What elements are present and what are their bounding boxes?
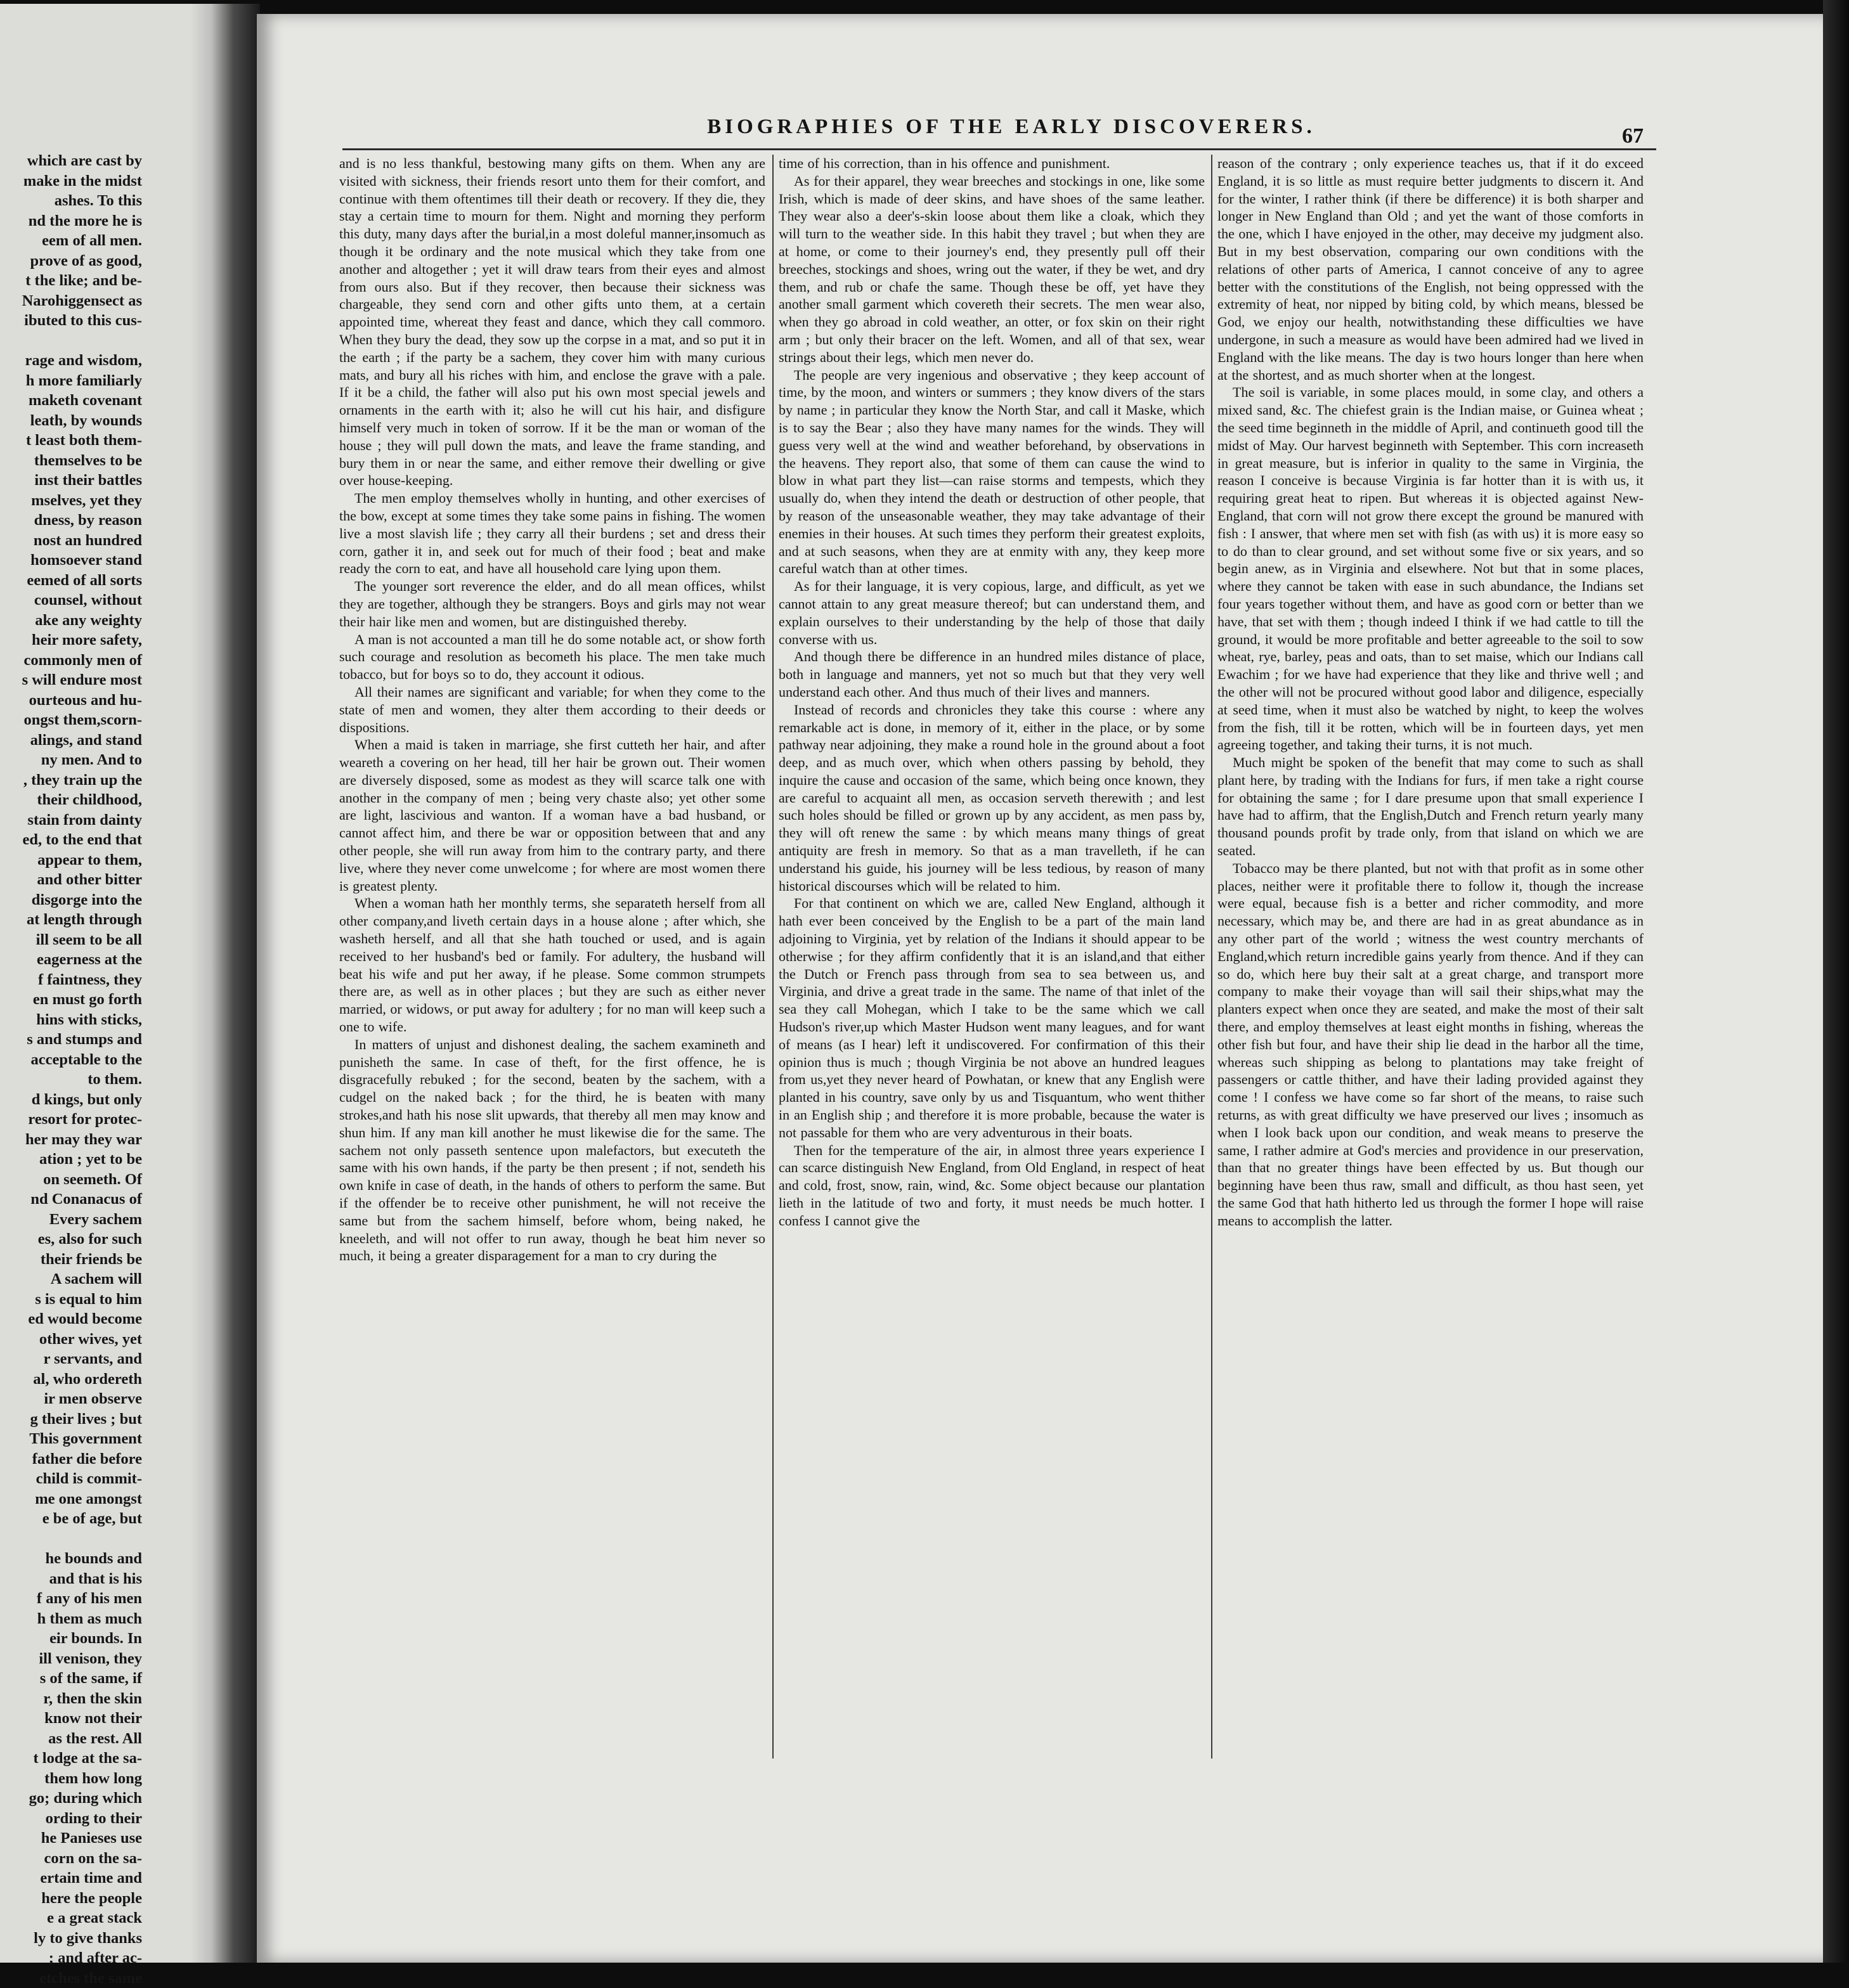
paragraph: And though there be difference in an hundred miles distance of place, both in language and manners, yet not so much but that they very well understand each other. And thus much of their lives and manners. — [779, 648, 1205, 700]
paragraph: The soil is variable, in some places mould, in some clay, and others a mixed sand, &c. The chiefest grain is the Indian maise, or Guinea wheat ; the seed time beginneth in the middle of April, and continueth good till the midst of May. Our harvest beginneth with September. This corn increaseth in great measure, but is inferior in quality to the same in Virginia, the reason I conceive is because Virginia is far hotter than it is with us, it requiring great heat to ripen. But whereas it is objected against New-England, that corn will not grow there except the ground be manured with fish : I answer, that where men set with fish (as with us) it is more easy so to do than to clear ground, and set without some five or six years, and so begin anew, as in Virginia and elsewhere. Not but that in some places, where they cannot be taken with ease in such abundance, the Indians set four years together without them, and have as good corn or better than we have, that set with them ; though indeed I think if we had cattle to till the ground, it would be more profitable and better agreeable to the soil to sow wheat, rye, barley, peas and oats, than to set maise, which our Indians call Ewachim ; for we have had experience that they like and thrive well ; and the other will not be procured without good labor and diligence, especially at seed time, when it must also be watched by night, to keep the wolves from the fish, till it be rotten, which will be in fourteen days, yet men agreeing together, and taking their turns, it is not much. — [1217, 384, 1644, 754]
paragraph: The younger sort reverence the elder, and do all mean offices, whilst they are together, although they be strangers. Boys and girls may not wear their hair like men and women, but are distinguished thereby. — [339, 578, 765, 630]
facing-page-line: dness, by reason — [4, 510, 142, 531]
facing-page-line: ill seem to be all — [4, 930, 142, 950]
facing-page-line: ; and after ac- — [4, 1948, 142, 1968]
facing-page-line — [4, 331, 142, 351]
facing-page-line: eem of all men. — [4, 231, 142, 251]
facing-page-line: al, who ordereth — [4, 1369, 142, 1390]
facing-page-line: s of the same, if — [4, 1668, 142, 1689]
facing-page-line: go; during which — [4, 1788, 142, 1809]
facing-page-line: themselves to be — [4, 451, 142, 471]
facing-page-line: nd the more he is — [4, 211, 142, 231]
paragraph: The men employ themselves wholly in hunting, and other exercises of the bow, except at some times they take some pains in fishing. The women live a most slavish life ; they carry all their burdens ; set and dress their corn, gather it in, and seek out for much of their food ; beat and make ready the corn to eat, and have all household care lying upon them. — [339, 489, 765, 578]
facing-page-line: me one amongst — [4, 1489, 142, 1509]
paragraph: Instead of records and chronicles they take this course : where any remarkable act is done, in memory of it, either in the place, or by some pathway near adjoining, they make a round hole in the ground about a foot deep, and as much over, which when others passing by behold, they inquire the cause and occasion of the same, which being once known, they are careful to acquaint all men, as occasion serveth therewith ; and lest such holes should be filled or grown up by any accident, as men pass by, they will oft renew the same : by which means many things of great antiquity are fresh in memory. So that as a man travelleth, if he can understand his guide, his journey will be less tedious, by reason of many historical discourses which will be related to him. — [779, 701, 1205, 895]
facing-page-line: eir bounds. In — [4, 1629, 142, 1649]
facing-page-line: them how long — [4, 1769, 142, 1789]
paragraph: For that continent on which we are, called New England, although it hath ever been conceived by the English to be a part of the main land adjoining to Virginia, yet by relation of the Indians it should appear to be otherwise ; for they affirm confidently that it is an island,and that either the Dutch or French pass through from sea to sea between us, and Virginia, and drive a great trade in the same. The name of that inlet of the sea they call Mohegan, which I take to be the same which we call Hudson's river,up which Master Hudson went many leagues, and for want of means (as I hear) left it undiscovered. For confirmation of this their opinion thus is much ; though Virginia be not above an hundred leagues from us,yet they never heard of Powhatan, or knew that any English were planted in his country, save only by us and Tisquantum, who went thither in an English ship ; and therefore it is more probable, because the water is not passable for them who are very adventurous in their boats. — [779, 894, 1205, 1141]
paragraph: time of his correction, than in his offence and punishment. — [779, 155, 1205, 172]
facing-page-line: homsoever stand — [4, 550, 142, 571]
running-head: BIOGRAPHIES OF THE EARLY DISCOVERERS. — [688, 115, 1335, 139]
book-gutter — [190, 4, 260, 1963]
facing-page-line: ording to their — [4, 1809, 142, 1829]
facing-page-line: t lodge at the sa- — [4, 1748, 142, 1769]
facing-page-line: f any of his men — [4, 1589, 142, 1609]
facing-page-line: s will endure most — [4, 670, 142, 690]
facing-page-line: ir men observe — [4, 1389, 142, 1409]
facing-page-line: alings, and stand — [4, 730, 142, 751]
paragraph: reason of the contrary ; only experience teaches us, that if it do exceed England, it is so little as must require better judgments to discern it. And for the winter, I rather think (if there be difference) it is both sharper and longer in New England than Old ; and yet the want of those comforts in the one, which I have enjoyed in the other, may deceive my judgment also. But in my best observation, comparing our own conditions with the relations of other parts of America, I cannot conceive of any to agree better with the constitutions of the English, not being oppressed with the extremity of heat, nor nipped by biting cold, by which means, blessed be God, we enjoy our health, notwithstanding these difficulties we have undergone, in such a measure as would have been admired had we lived in England with the like means. The day is two hours longer than here when at the shortest, and as much shorter when at the longest. — [1217, 155, 1644, 384]
facing-page-line: ny men. And to — [4, 750, 142, 770]
facing-page-line: their childhood, — [4, 790, 142, 810]
facing-page-line: h them as much — [4, 1609, 142, 1629]
facing-page-line: father die before — [4, 1449, 142, 1469]
facing-page-line: corn on the sa- — [4, 1849, 142, 1869]
facing-page-line: appear to them, — [4, 850, 142, 870]
paragraph: Much might be spoken of the benefit that may come to such as shall plant here, by trading with the Indians for furs, if men take a right course for obtaining the same ; for I dare presume upon that small experience I have had to affirm, that the English,Dutch and French return yearly many thousand pounds profit by trade only, from that island on which we are seated. — [1217, 754, 1644, 860]
facing-page-column — [4, 151, 142, 1988]
text-column-1 — [339, 155, 765, 1265]
facing-page-line: resort for protec- — [4, 1109, 142, 1130]
facing-page-line: ongst them,scorn- — [4, 710, 142, 730]
paragraph: When a maid is taken in marriage, she first cutteth her hair, and after weareth a covering on her head, till her hair be grown out. Their women are diversely disposed, some as modest as they will scarce talk one with another in the company of men ; being very chaste also; yet other some are light, lascivious and wanton. If a woman have a bad husband, or cannot affect him, and there be war or opposition between that and any other people, she will run away from him to the contrary party, and there live, where they never come unwelcome ; for where are most women there is greatest plenty. — [339, 736, 765, 894]
facing-page-line: and other bitter — [4, 870, 142, 890]
facing-page-line: h more familiarly — [4, 371, 142, 391]
facing-page-line: e be of age, but — [4, 1509, 142, 1529]
facing-page-line: and that is his — [4, 1569, 142, 1589]
facing-page-line: hins with sticks, — [4, 1010, 142, 1030]
facing-page-line: ed would become — [4, 1309, 142, 1329]
facing-page-line: nd Conanacus of — [4, 1189, 142, 1210]
text-column-3 — [1217, 155, 1644, 1230]
facing-page-line: here the people — [4, 1888, 142, 1909]
facing-page-line: leath, by wounds — [4, 411, 142, 431]
facing-page-line: disgorge into the — [4, 890, 142, 910]
facing-page-line: inst their battles — [4, 470, 142, 491]
facing-page-line: t the like; and be- — [4, 271, 142, 291]
facing-page-line: eemed of all sorts — [4, 571, 142, 591]
facing-page-line: ertain time and — [4, 1868, 142, 1888]
paragraph: When a woman hath her monthly terms, she separateth herself from all other company,and liveth certain days in a house alone ; after which, she washeth herself, and all that she hath touched or used, and is again received to her husband's bed or family. For adultery, the husband will beat his wife and put her away, if he please. Some common strumpets there are, as well as in other places ; but they are such as either never married, or widows, or put away for adultery ; for no man will keep such a one to wife. — [339, 894, 765, 1035]
facing-page-line: ly to give thanks — [4, 1928, 142, 1949]
facing-page-line: e a great stack — [4, 1908, 142, 1928]
facing-page-line: ation ; yet to be — [4, 1149, 142, 1170]
facing-page-line: nost an hundred — [4, 531, 142, 551]
facing-page-line: ibuted to this cus- — [4, 311, 142, 331]
paragraph: Tobacco may be there planted, but not with that profit as in some other places, neither were it profitable there to follow it, though the increase were equal, because fish is a better and richer commodity, and more necessary, which may be, and there are had in as great abundance as in any other part of the world ; witness the west country merchants of England,which return incredible gains yearly from thence. And if they can so do, which here buy their salt at a great charge, and transport more company to make their voyage than will sail their ships,what may the planters expect when once they are seated, and make the most of their salt there, and employ themselves at least eight months in fishing, whereas the other fish but four, and have their ship lie dead in the harbor all the time, whereas such shipping as belong to plantations may take freight of passengers or cattle thither, and have their lading provided against they come ! I confess we have come so far short of the means, to raise such returns, as with great difficulty we have preserved our lives ; insomuch as when I look back upon our condition, and weak means to preserve the same, I rather admire at God's mercies and providence in our preservation, than that no greater things have been effected by us. But though our beginning have been thus raw, small and difficult, as thou hast seen, yet the same God that hath hitherto led us through the former I hope will raise means to accomplish the latter. — [1217, 860, 1644, 1230]
facing-page-line: make in the midst — [4, 171, 142, 191]
facing-page-line: Every sachem — [4, 1210, 142, 1230]
facing-page-line: ed, to the end that — [4, 830, 142, 850]
facing-page-line — [4, 1529, 142, 1549]
page-edge — [1823, 0, 1849, 1963]
facing-page-line: ourteous and hu- — [4, 690, 142, 711]
column-rule — [772, 155, 774, 1759]
facing-page-line: g their lives ; but — [4, 1409, 142, 1430]
facing-page-line: other wives, yet — [4, 1329, 142, 1350]
facing-page-line: counsel, without — [4, 590, 142, 610]
paragraph: In matters of unjust and dishonest dealing, the sachem examineth and punisheth the same. In case of theft, for the first offence, he is disgracefully rebuked ; for the second, beaten by the sachem, with a cudgel on the naked back ; for the third, he is beaten with many strokes,and hath his nose slit upwards, that thereby all men may know and shun him. If any man kill another he must likewise die for the same. The sachem not only passeth sentence upon malefactors, but executeth the same with his own hands, if the party be then present ; if not, sendeth his own knife in case of death, in the hands of others to perform the same. But if the offender be to receive other punishment, he will not receive the same but from the sachem himself, before whom, being naked, he kneeleth, and will not offer to run away, though he beat him never so much, it being a greater disparagement for a man to cry during the — [339, 1036, 765, 1265]
facing-page-line: child is commit- — [4, 1469, 142, 1489]
paragraph: Then for the temperature of the air, in almost three years experience I can scarce distinguish New England, from Old England, in respect of heat and cold, frost, snow, rain, wind, &c. Some object because our plantation lieth in the latitude of two and forty, it must needs be much hotter. I confess I cannot give the — [779, 1142, 1205, 1230]
facing-page-line: rage and wisdom, — [4, 351, 142, 371]
facing-page-line: t least both them- — [4, 430, 142, 451]
facing-page-line: their friends be — [4, 1249, 142, 1270]
facing-page-line: ill venison, they — [4, 1649, 142, 1669]
facing-page-line: ake any weighty — [4, 610, 142, 631]
facing-page-line: ashes. To this — [4, 191, 142, 211]
facing-page-line: r servants, and — [4, 1349, 142, 1369]
facing-page-line: This government — [4, 1429, 142, 1449]
facing-page-line: mselves, yet they — [4, 491, 142, 511]
facing-page-line: en must go forth — [4, 990, 142, 1010]
facing-page-line: es, also for such — [4, 1229, 142, 1249]
page-number: 67 — [1622, 124, 1644, 148]
facing-page-line: r, then the skin — [4, 1689, 142, 1709]
facing-page-line: heir more safety, — [4, 630, 142, 650]
paragraph: The people are very ingenious and observative ; they keep account of time, by the moon, and winters or summers ; they know divers of the stars by name ; in particular they know the North Star, and call it Maske, which is to say the Bear ; also they have many names for the winds. They will guess very well at the wind and weather beforehand, by observations in the heavens. They report also, that some of them can cause the wind to blow in what part they list—can raise storms and tempests, which they usually do, when they intend the death or destruction of other people, that by reason of the unseasonable weather, they may take advantage of their enemies in their houses. At such times they perform their greatest exploits, and at such seasons, when they are at enmity with any, they keep more careful watch than at other times. — [779, 366, 1205, 578]
facing-page-line: s is equal to him — [4, 1289, 142, 1310]
facing-page-line: commonly men of — [4, 650, 142, 671]
facing-page-line: on seemeth. Of — [4, 1170, 142, 1190]
facing-page-line: acceptable to the — [4, 1050, 142, 1070]
paragraph: A man is not accounted a man till he do some notable act, or show forth such courage and resolution as becometh his place. The men take much tobacco, but for boys so to do, they account it odious. — [339, 631, 765, 683]
facing-page-line: stain from dainty — [4, 810, 142, 830]
paragraph: As for their apparel, they wear breeches and stockings in one, like some Irish, which is made of deer skins, and have shoes of the same leather. They wear also a deer's-skin loose about them like a cloak, which they will turn to the weather side. In this habit they travel ; but when they are at home, or come to their journey's end, they presently pull off their breeches, stockings and shoes, wring out the water, if they be wet, and dry them, and rub or chafe the same. Though these be off, yet have they another small garment which covereth their secrets. The men wear also, when they go abroad in cold weather, an otter, or fox skin on their right arm ; but only their bracer on the left. Women, and all of that sex, wear strings about their legs, which men never do. — [779, 172, 1205, 366]
column-rule — [1211, 155, 1212, 1759]
facing-page-line: he bounds and — [4, 1549, 142, 1569]
facing-page-line: which are cast by — [4, 151, 142, 171]
facing-page-line: d kings, but only — [4, 1090, 142, 1110]
paragraph: All their names are significant and variable; for when they come to the state of men and women, they alter them according to their deeds or dispositions. — [339, 683, 765, 736]
facing-page-line: f faintness, they — [4, 970, 142, 990]
facing-page-line: prove of as good, — [4, 251, 142, 271]
header-rule — [342, 148, 1656, 150]
paragraph: As for their language, it is very copious, large, and difficult, as yet we cannot attain to any great measure thereof; but can understand them, and explain ourselves to their understanding by the help of those that daily converse with us. — [779, 578, 1205, 648]
facing-page-line: her may they war — [4, 1130, 142, 1150]
facing-page-line: , they train up the — [4, 770, 142, 791]
facing-page-line: eagerness at the — [4, 950, 142, 970]
facing-page-line: know not their — [4, 1708, 142, 1729]
facing-page-line: to them. — [4, 1069, 142, 1090]
facing-page-line: A sachem will — [4, 1269, 142, 1289]
text-column-2 — [779, 155, 1205, 1230]
facing-page-line: s and stumps and — [4, 1030, 142, 1050]
facing-page-line: Narohiggensect as — [4, 291, 142, 311]
paragraph: and is no less thankful, bestowing many gifts on them. When any are visited with sickness, their friends resort unto them for their comfort, and continue with them oftentimes till their death or recovery. If they die, they stay a certain time to mourn for them. Night and morning they perform this duty, many days after the burial,in a most doleful manner,insomuch as though it be ordinary and the note musical which they take from one another and altogether ; yet it will draw tears from their eyes and almost from ours also. But if they recover, then because their sickness was chargeable, they send corn and other gifts unto them, at a certain appointed time, whereat they feast and dance, which they call commoro. When they bury the dead, they sow up the corpse in a mat, and so put it in the earth ; if the party be a sachem, they cover him with many curious mats, and bury all his riches with him, and enclose the grave with a pale. If it be a child, the father will also put his own most special jewels and ornaments in the earth with it; also he will cut his hair, and disfigure himself very much in token of sorrow. If it be the man or woman of the house ; they will pull down the mats, and leave the frame standing, and bury them in or near the same, and either remove their dwelling or give over house-keeping. — [339, 155, 765, 489]
facing-page-line: at length through — [4, 910, 142, 930]
facing-page-line: maketh covenant — [4, 390, 142, 411]
facing-page-line: etches the same — [4, 1968, 142, 1988]
facing-page-line: as the rest. All — [4, 1729, 142, 1749]
facing-page-line: he Panieses use — [4, 1828, 142, 1849]
